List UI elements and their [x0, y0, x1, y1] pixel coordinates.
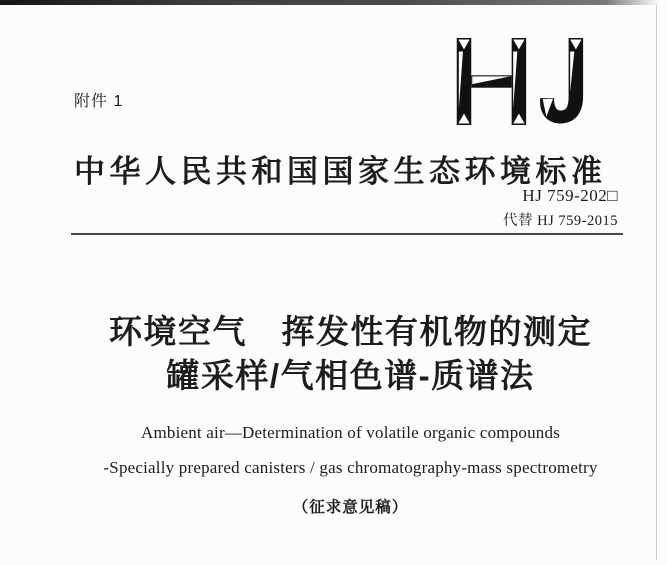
scan-edge-artifact-top	[0, 0, 659, 5]
header-divider-rule	[71, 233, 623, 235]
document-title-chinese-line2: 罐采样/气相色谱-质谱法	[166, 357, 535, 394]
document-title-english-line1: Ambient air—Determination of volatile organic compounds	[140, 423, 561, 442]
standard-number-block	[503, 186, 618, 230]
replaces-label: 代替 HJ 759-2015	[503, 213, 618, 229]
document-title-chinese-line1: 环境空气 挥发性有机物的测定	[109, 313, 592, 350]
draft-status-note: （征求意见稿）	[292, 499, 409, 516]
national-standard-title: 中华人民共和国国家生态环境标准	[74, 154, 607, 189]
document-title-chinese	[17, 310, 667, 398]
attachment-label: 附件 1	[74, 93, 124, 110]
hj-logo-icon	[456, 38, 588, 125]
standard-number: HJ 759-202□	[522, 186, 618, 205]
document-title-english-line2: -Specially prepared canisters / gas chromatography-mass spectrometry	[103, 458, 598, 477]
